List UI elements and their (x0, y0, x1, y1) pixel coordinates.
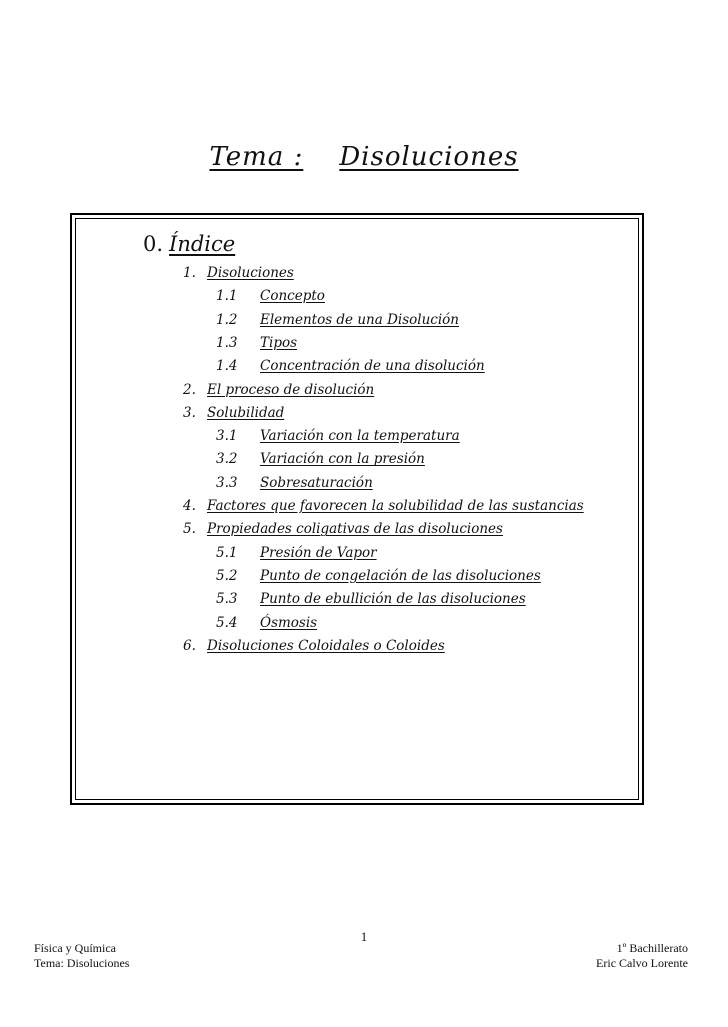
title-label: Tema : (209, 142, 304, 172)
title-subject: Disoluciones (339, 142, 519, 172)
toc-entry-title: Punto de ebullición de las disoluciones (260, 591, 526, 608)
toc-entry-title: Factores que favorecen la solubilidad de las sustancias (207, 498, 584, 514)
index-number: 0. (143, 232, 164, 256)
toc-entry-number: 2. (183, 381, 196, 398)
toc-entry-title: Disoluciones Coloidales o Coloides (207, 637, 445, 654)
toc-entry-number: 5.2 (216, 567, 238, 584)
toc-entry-number: 1.2 (216, 311, 238, 328)
footer-subject: Física y Química (34, 941, 116, 955)
toc-entry-title: Propiedades coligativas de las disoluciones (207, 521, 503, 538)
toc-entry-title: Sobresaturación (260, 474, 373, 491)
toc-entry-title: Punto de congelación de las disoluciones (260, 567, 541, 584)
toc-entry-title: Concepto (260, 288, 325, 305)
toc-entry-title: Tipos (260, 334, 298, 351)
toc-entry-number: 1.4 (216, 358, 238, 375)
toc-entry-title: El proceso de disolución (207, 381, 375, 398)
toc-entry-number: 5. (183, 521, 196, 538)
toc-entry-title: Ósmosis (260, 614, 318, 631)
toc-entry-title: Solubilidad (207, 404, 285, 421)
toc-entry-title: Elementos de una Disolución (260, 311, 459, 328)
index-frame (70, 213, 644, 805)
toc-entry-number: 3. (183, 404, 196, 421)
footer-course: 1º Bachillerato (616, 941, 688, 955)
page-number: 1 (360, 929, 368, 944)
page-title (0, 142, 728, 172)
index-label: Índice (169, 232, 236, 256)
index-heading (143, 232, 235, 256)
toc-entry-title: Variación con la temperatura (260, 428, 460, 445)
toc-entry-number: 6. (183, 637, 196, 654)
toc-entry-title: Concentración de una disolución (260, 358, 485, 375)
toc-entry-number: 3.3 (216, 474, 238, 491)
toc-entry-number: 5.3 (216, 591, 238, 608)
footer-topic: Tema: Disoluciones (34, 956, 130, 970)
toc-entry-title: Presión de Vapor (260, 544, 377, 561)
toc-entry-number: 3.1 (216, 428, 238, 445)
toc-entry-number: 1. (183, 265, 196, 281)
toc-entry-number: 1.1 (216, 288, 238, 305)
footer-author: Eric Calvo Lorente (596, 956, 688, 970)
toc-entry-number: 1.3 (216, 334, 238, 351)
toc-entry-title: Disoluciones (207, 265, 294, 281)
toc-entry-number: 5.4 (216, 614, 238, 631)
toc-entry-number: 5.1 (216, 544, 238, 561)
toc-entry-title: Variación con la presión (260, 451, 425, 468)
toc-entry-number: 4. (183, 498, 196, 514)
toc-entry-number: 3.2 (216, 451, 238, 468)
